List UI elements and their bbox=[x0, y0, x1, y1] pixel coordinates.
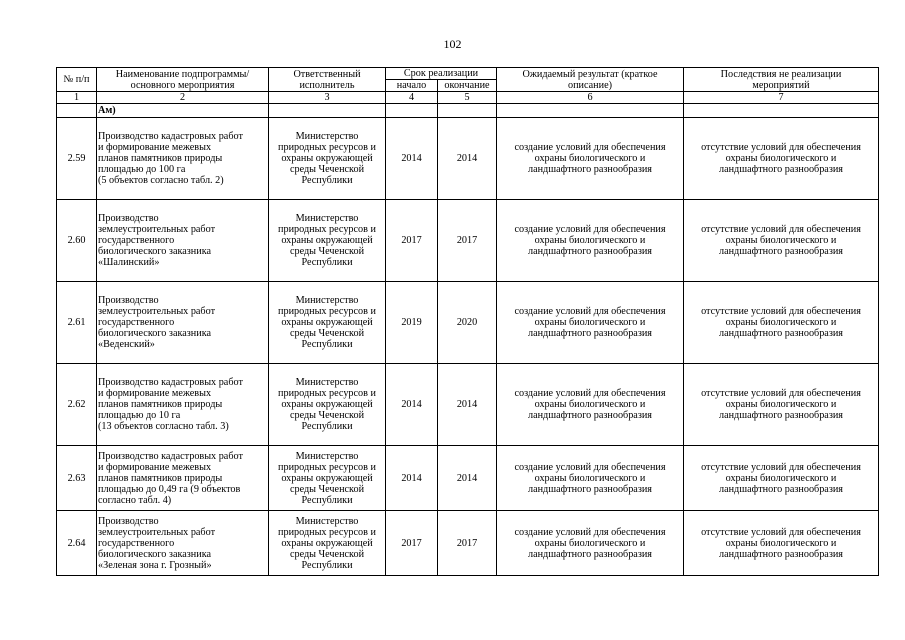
row-responsible: Министерство природных ресурсов и охраны окружающей среды Чеченской Республики bbox=[269, 446, 386, 511]
row-name: Производство кадастровых работ и формирование межевых планов памятников природы площадью до 0,49 га (9 объектов согласно табл. 4) bbox=[97, 446, 269, 511]
row-name: Производство землеустроительных работ государственного биологического заказника «Веденский» bbox=[97, 282, 269, 364]
row-end-year: 2014 bbox=[438, 446, 497, 511]
row-name: Производство землеустроительных работ государственного биологического заказника «Зеленая зона г. Грозный» bbox=[97, 511, 269, 576]
row-number: 2.60 bbox=[57, 200, 97, 282]
row-number: 2.63 bbox=[57, 446, 97, 511]
row-start-year: 2017 bbox=[386, 200, 438, 282]
section-row bbox=[57, 104, 879, 118]
column-number-row bbox=[57, 92, 879, 104]
header-responsible: Ответственный исполнитель bbox=[269, 68, 386, 92]
row-number: 2.61 bbox=[57, 282, 97, 364]
row-expected-result: создание условий для обеспечения охраны биологического и ландшафтного разнообразия bbox=[497, 118, 684, 200]
row-start-year: 2017 bbox=[386, 511, 438, 576]
row-expected-result: создание условий для обеспечения охраны биологического и ландшафтного разнообразия bbox=[497, 511, 684, 576]
row-number: 2.62 bbox=[57, 364, 97, 446]
section-empty-cell bbox=[57, 104, 97, 118]
row-end-year: 2014 bbox=[438, 364, 497, 446]
row-end-year: 2017 bbox=[438, 200, 497, 282]
row-responsible: Министерство природных ресурсов и охраны окружающей среды Чеченской Республики bbox=[269, 282, 386, 364]
column-number: 2 bbox=[97, 92, 269, 104]
column-number: 6 bbox=[497, 92, 684, 104]
row-consequences: отсутствие условий для обеспечения охраны биологического и ландшафтного разнообразия bbox=[684, 446, 879, 511]
section-empty-cell bbox=[386, 104, 438, 118]
row-start-year: 2014 bbox=[386, 446, 438, 511]
header-end: окончание bbox=[438, 80, 497, 92]
section-label: Ам) bbox=[97, 104, 269, 118]
row-responsible: Министерство природных ресурсов и охраны окружающей среды Чеченской Республики bbox=[269, 200, 386, 282]
table-row bbox=[57, 118, 879, 200]
row-number: 2.64 bbox=[57, 511, 97, 576]
measures-table bbox=[56, 67, 879, 576]
table-header bbox=[57, 68, 879, 104]
row-responsible: Министерство природных ресурсов и охраны окружающей среды Чеченской Республики bbox=[269, 118, 386, 200]
row-expected-result: создание условий для обеспечения охраны биологического и ландшафтного разнообразия bbox=[497, 446, 684, 511]
row-end-year: 2017 bbox=[438, 511, 497, 576]
row-responsible: Министерство природных ресурсов и охраны окружающей среды Чеченской Республики bbox=[269, 511, 386, 576]
row-consequences: отсутствие условий для обеспечения охраны биологического и ландшафтного разнообразия bbox=[684, 282, 879, 364]
header-row-top bbox=[57, 68, 879, 80]
header-term: Срок реализации bbox=[386, 68, 497, 80]
header-result: Ожидаемый результат (краткое описание) bbox=[497, 68, 684, 92]
page-number: 102 bbox=[443, 37, 462, 51]
header-name: Наименование подпрограммы/ основного мероприятия bbox=[97, 68, 269, 92]
table-row bbox=[57, 446, 879, 511]
section-empty-cell bbox=[684, 104, 879, 118]
table-row bbox=[57, 282, 879, 364]
table-row bbox=[57, 511, 879, 576]
column-number: 1 bbox=[57, 92, 97, 104]
table-body bbox=[57, 104, 879, 576]
section-empty-cell bbox=[438, 104, 497, 118]
row-start-year: 2019 bbox=[386, 282, 438, 364]
column-number: 4 bbox=[386, 92, 438, 104]
row-responsible: Министерство природных ресурсов и охраны окружающей среды Чеченской Республики bbox=[269, 364, 386, 446]
row-expected-result: создание условий для обеспечения охраны биологического и ландшафтного разнообразия bbox=[497, 282, 684, 364]
row-name: Производство землеустроительных работ государственного биологического заказника «Шалинский» bbox=[97, 200, 269, 282]
row-expected-result: создание условий для обеспечения охраны биологического и ландшафтного разнообразия bbox=[497, 364, 684, 446]
row-name: Производство кадастровых работ и формирование межевых планов памятников природы площадью до 100 га (5 объектов согласно табл. 2) bbox=[97, 118, 269, 200]
row-start-year: 2014 bbox=[386, 364, 438, 446]
column-number: 3 bbox=[269, 92, 386, 104]
table-row bbox=[57, 364, 879, 446]
header-consequences: Последствия не реализации мероприятий bbox=[684, 68, 879, 92]
section-empty-cell bbox=[497, 104, 684, 118]
row-end-year: 2020 bbox=[438, 282, 497, 364]
row-consequences: отсутствие условий для обеспечения охраны биологического и ландшафтного разнообразия bbox=[684, 200, 879, 282]
section-empty-cell bbox=[269, 104, 386, 118]
row-end-year: 2014 bbox=[438, 118, 497, 200]
row-name: Производство кадастровых работ и формирование межевых планов памятников природы площадью до 10 га (13 объектов согласно табл. 3) bbox=[97, 364, 269, 446]
row-start-year: 2014 bbox=[386, 118, 438, 200]
row-expected-result: создание условий для обеспечения охраны биологического и ландшафтного разнообразия bbox=[497, 200, 684, 282]
table-row bbox=[57, 200, 879, 282]
column-number: 7 bbox=[684, 92, 879, 104]
header-start: начало bbox=[386, 80, 438, 92]
row-number: 2.59 bbox=[57, 118, 97, 200]
row-consequences: отсутствие условий для обеспечения охраны биологического и ландшафтного разнообразия bbox=[684, 118, 879, 200]
column-number: 5 bbox=[438, 92, 497, 104]
row-consequences: отсутствие условий для обеспечения охраны биологического и ландшафтного разнообразия bbox=[684, 364, 879, 446]
row-consequences: отсутствие условий для обеспечения охраны биологического и ландшафтного разнообразия bbox=[684, 511, 879, 576]
header-num: № п/п bbox=[57, 68, 97, 92]
